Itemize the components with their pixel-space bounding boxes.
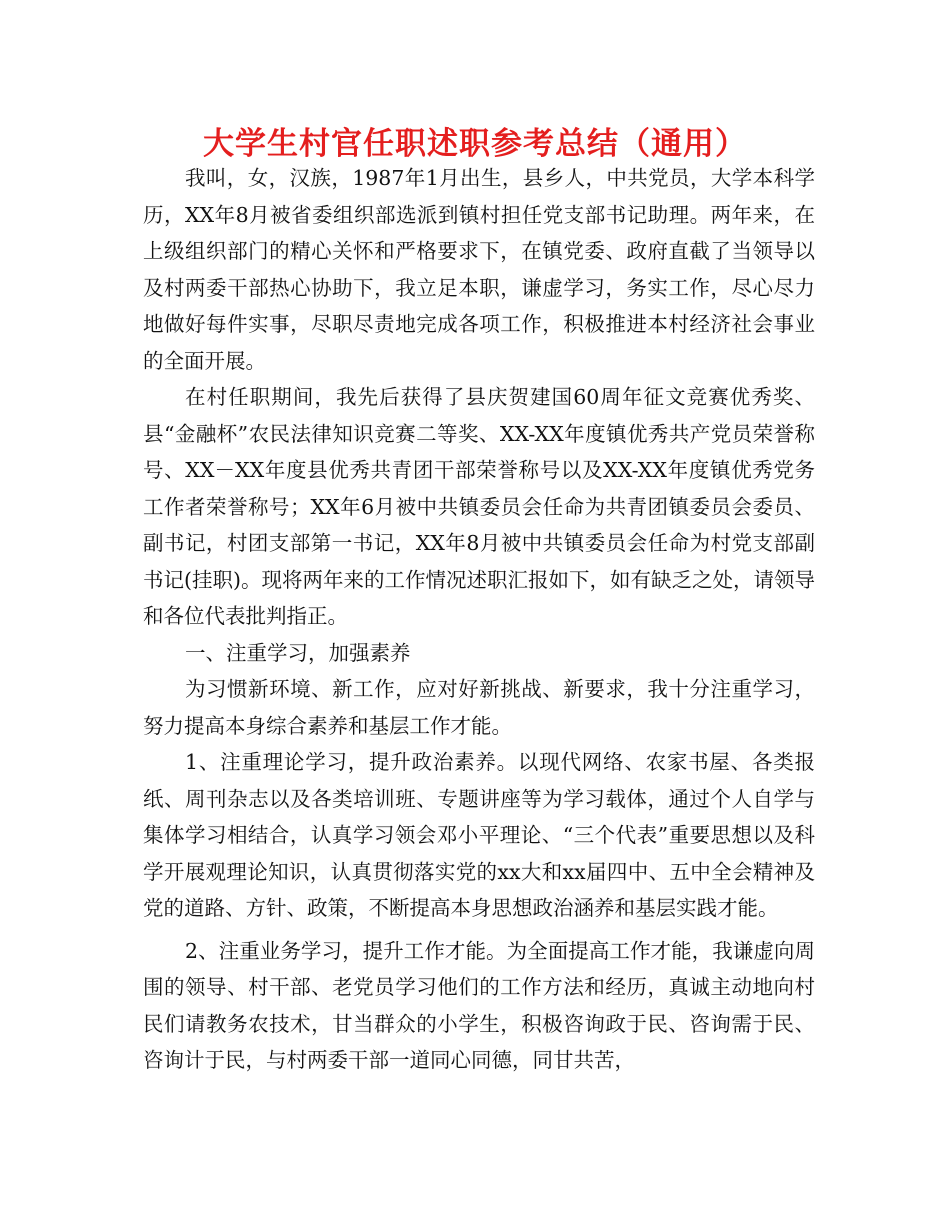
document-title: 大学生村官任职述职参考总结（通用） (203, 126, 747, 162)
document-body (143, 160, 815, 1079)
paragraph-business-study: 2、注重业务学习，提升工作才能。为全面提高工作才能，我谦虚向周围的领导、村干部、老党员学习他们的工作方法和经历，真诚主动地向村民们请教务农技术，甘当群众的小学生，积极咨询政于民、咨询需于民、咨询计于民，与村两委干部一道同心同德，同甘共苦， (143, 938, 815, 1072)
paragraph-intro: 我叫，女，汉族，1987年1月出生，县乡人，中共党员，大学本科学历，XX年8月被省委组织部选派到镇村担任党支部书记助理。两年来，在上级组织部门的精心关怀和严格要求下，在镇党委、政府直截了当领导以及村两委干部热心协助下，我立足本职，谦虚学习，务实工作，尽心尽力地做好每件实事，尽职尽责地完成各项工作，积极推进本村经济社会事业的全面开展。 (143, 166, 815, 373)
paragraph-theory-study: 1、注重理论学习，提升政治素养。以现代网络、农家书屋、各类报纸、周刊杂志以及各类培训班、专题讲座等为学习载体，通过个人自学与集体学习相结合，认真学习领会邓小平理论、“三个代表”重要思想以及科学开展观理论知识，认真贯彻落实党的xx大和xx届四中、五中全会精神及党的道路、方针、政策，不断提高本身思想政治涵养和基层实践才能。 (143, 750, 815, 920)
paragraph-honors: 在村任职期间，我先后获得了县庆贺建国60周年征文竞赛优秀奖、县“金融杯”农民法律知识竞赛二等奖、XX-XX年度镇优秀共产党员荣誉称号、XX－XX年度县优秀共青团干部荣誉称号以及XX-XX年度镇优秀党务工作者荣誉称号；XX年6月被中共镇委员会任命为共青团镇委员会委员、副书记，村团支部第一书记，XX年8月被中共镇委员会任命为村党支部副书记(挂职)。现将两年来的工作情况述职汇报如下，如有缺乏之处，请领导和各位代表批判指正。 (143, 385, 815, 628)
section-heading-1: 一、注重学习，加强素养 (185, 640, 411, 665)
paragraph-section-1-intro: 为习惯新环境、新工作，应对好新挑战、新要求，我十分注重学习，努力提高本身综合素养和基层工作才能。 (143, 677, 815, 738)
